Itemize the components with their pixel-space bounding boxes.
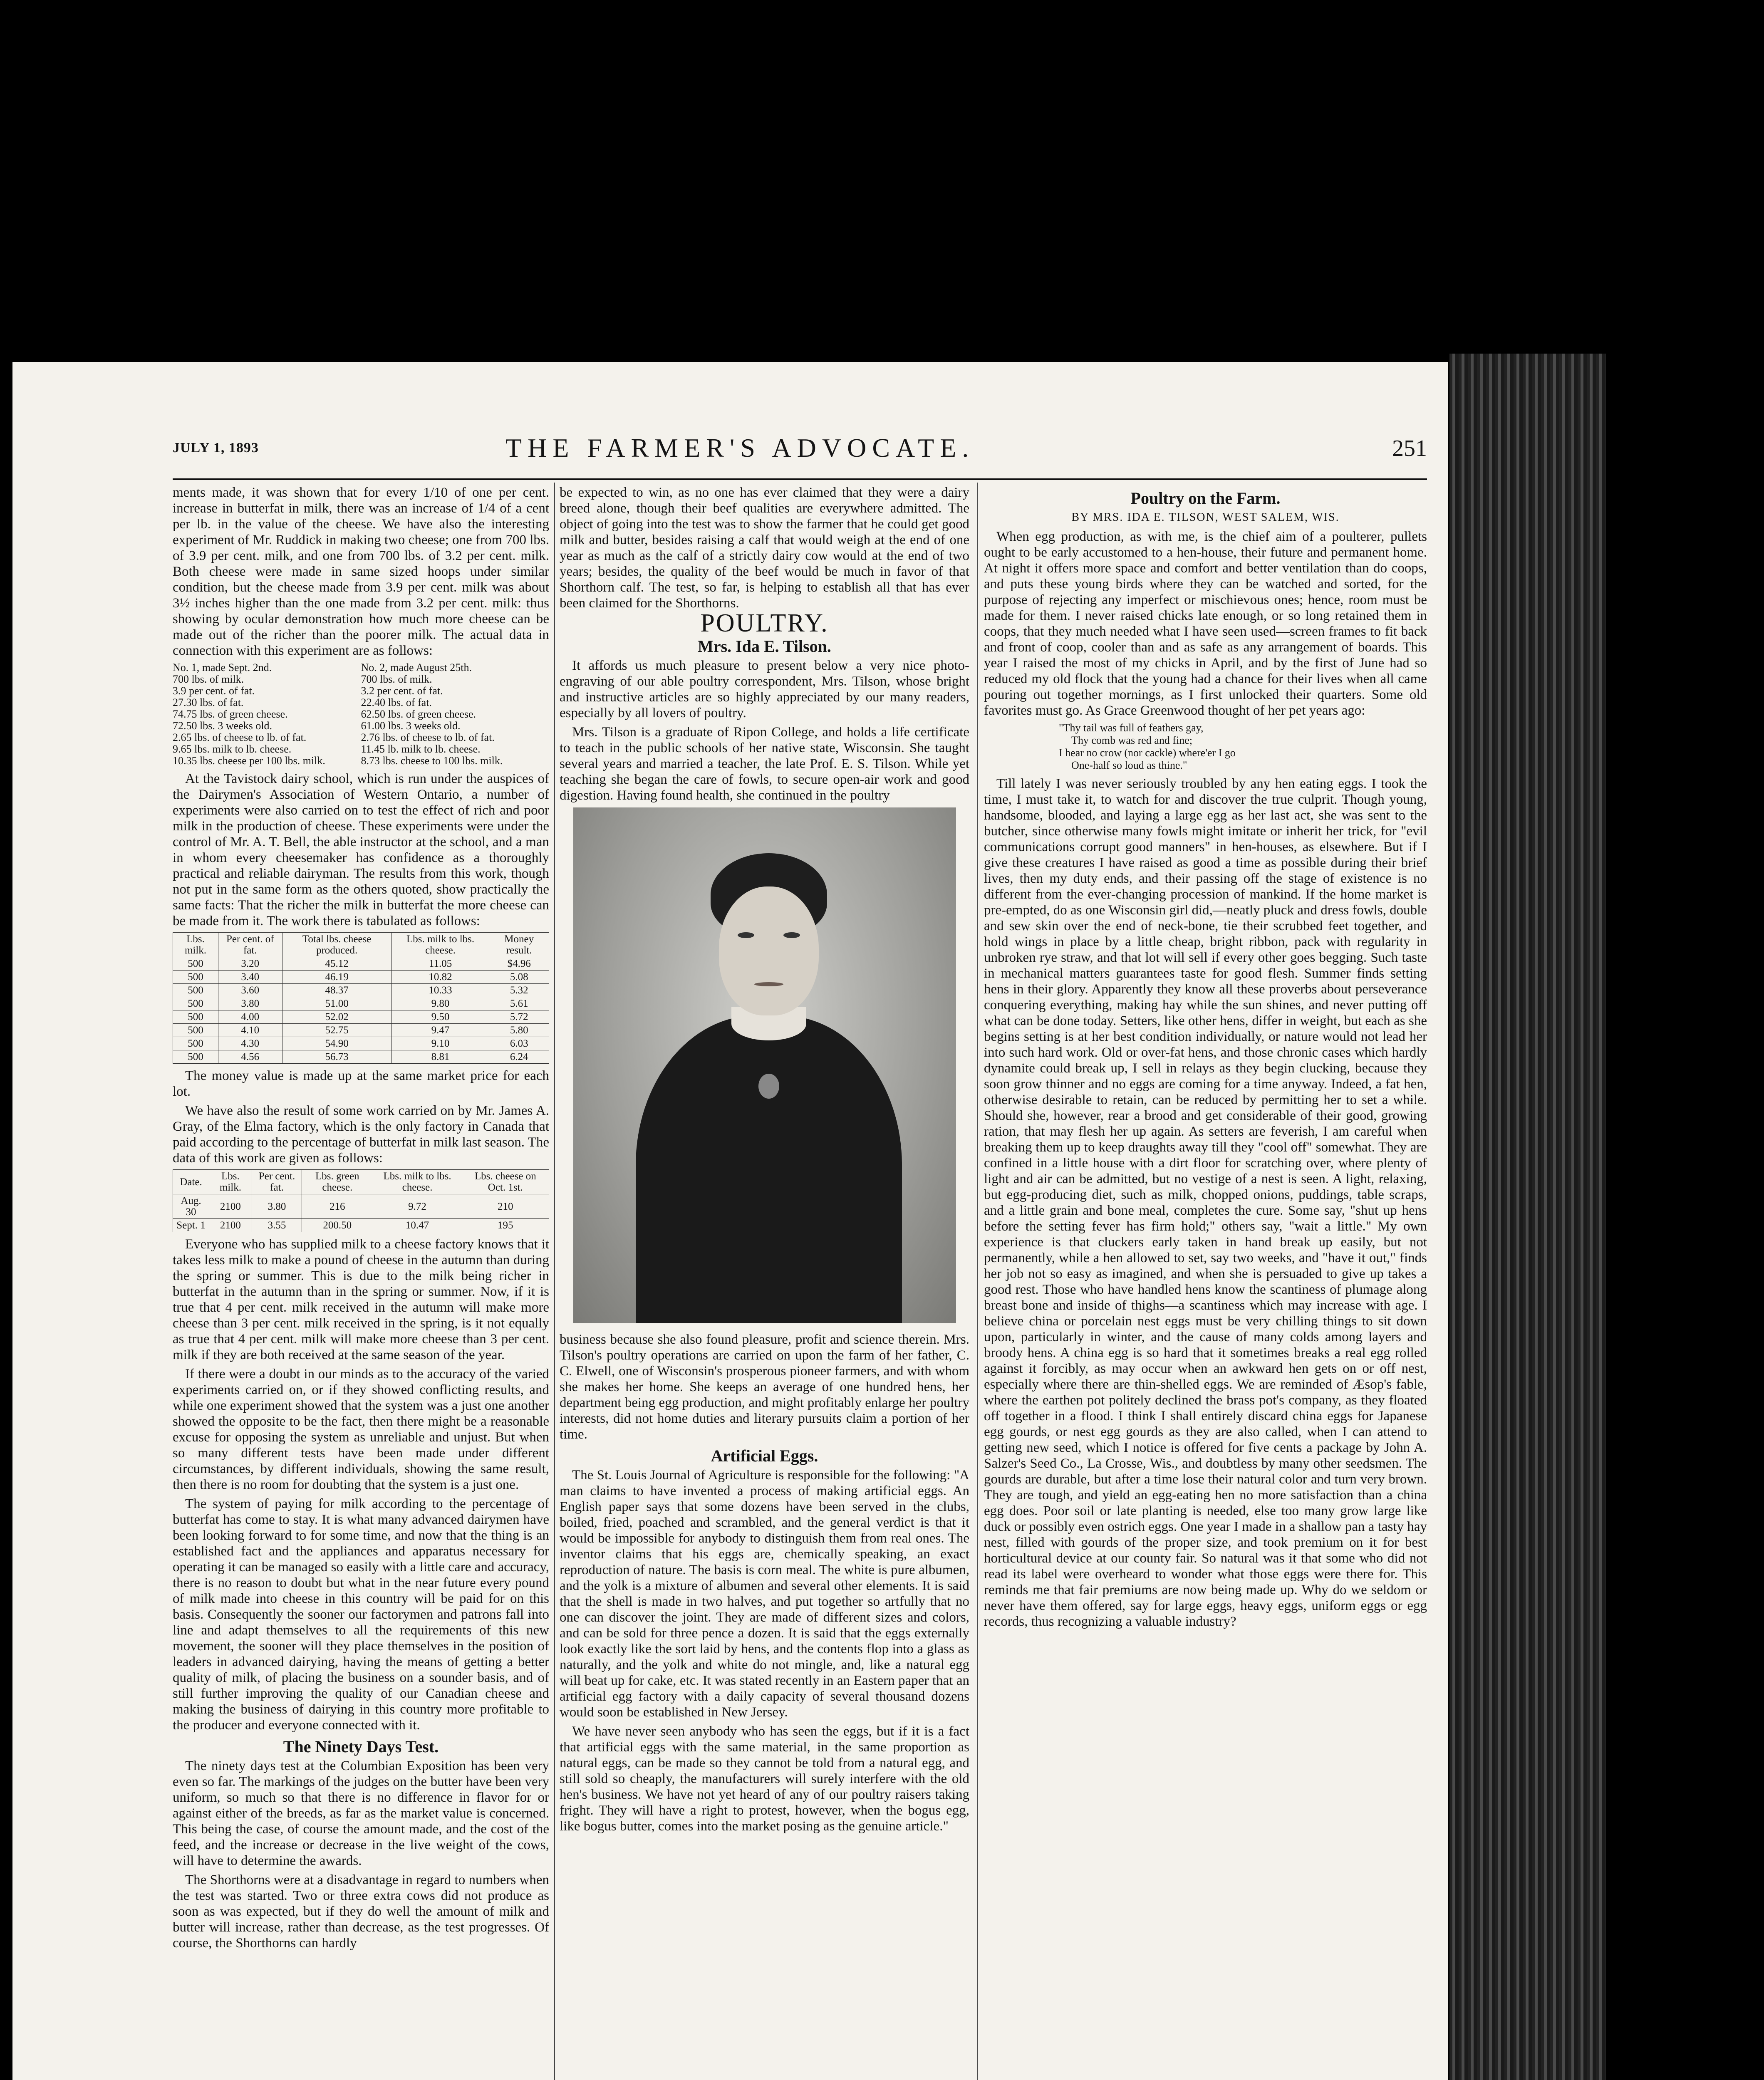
exp-cell: 11.45 lb. milk to lb. cheese. bbox=[361, 743, 481, 755]
table-cell: 5.08 bbox=[489, 971, 549, 984]
table-cell: 4.30 bbox=[218, 1037, 282, 1050]
elma-table bbox=[173, 1169, 549, 1232]
table-cell: 48.37 bbox=[282, 984, 391, 997]
table-header-cell: Lbs. milk to lbs. cheese. bbox=[373, 1170, 462, 1194]
table-cell: 6.24 bbox=[489, 1050, 549, 1064]
paragraph: At the Tavistock dairy school, which is run under the auspices of the Dairymen's Association of Western Ontario, a number of experiments were also carried on to test the effect of rich and poor milk in the production of cheese. These experiments were under the control of Mr. A. T. Bell, the able instructor at the school, and a man in whom every cheesemaker has confidence as a thoroughly practical and reliable dairyman. The results from this work, though not put in the same form as the others quoted, show practically the same facts: That the richer the milk in butterfat the more cheese can be made from it. The work there is tabulated as follows: bbox=[173, 771, 549, 929]
page-number: 251 bbox=[1392, 436, 1427, 461]
table-cell: 500 bbox=[173, 1024, 218, 1037]
heading-mrs-tilson: Mrs. Ida E. Tilson. bbox=[698, 637, 831, 656]
table-cell: 3.60 bbox=[218, 984, 282, 997]
table-cell: 11.05 bbox=[391, 957, 489, 971]
table-row bbox=[173, 957, 549, 971]
scan-frame-right bbox=[1606, 0, 1764, 2080]
table-cell: 8.81 bbox=[391, 1050, 489, 1064]
table-cell: 51.00 bbox=[282, 997, 391, 1010]
experiment-row bbox=[173, 708, 549, 720]
paragraph: If there were a doubt in our minds as to the accuracy of the varied experiments carried on, or if they showed conflicting results, and while one experiment showed that the system was a just one another showed the opposite to be the fact, then there might be a reasonable excuse for opposing the system as unreliable and unjust. But when so many different tests have been made under different circumstances, by different individuals, showing the same result, then there is no room for doubting that the system is a just one. bbox=[173, 1367, 549, 1492]
table-cell: 500 bbox=[173, 984, 218, 997]
table-cell: 2100 bbox=[209, 1219, 252, 1232]
experiment-row bbox=[173, 732, 549, 743]
table-header-cell: Lbs. milk to lbs. cheese. bbox=[391, 933, 489, 957]
table-row bbox=[173, 997, 549, 1010]
poem-line: Thy comb was red and fine; bbox=[1071, 734, 1192, 746]
table-cell: 4.00 bbox=[218, 1010, 282, 1024]
paragraph: business because she also found pleasure, profit and science therein. Mrs. Tilson's poultry operations are carried on upon the farm of her father, C. C. Elwell, one of Wisconsin's prosperous pioneer farmers, and with whom she makes her home. She keeps an average of one hundred hens, her department being egg production, and might profitably enlarge her poultry interests, did not home duties and literary pursuits claim a portion of her time. bbox=[560, 1332, 969, 1442]
table-cell: 54.90 bbox=[282, 1037, 391, 1050]
table-cell: 3.20 bbox=[218, 957, 282, 971]
table-cell: 10.47 bbox=[373, 1219, 462, 1232]
poem-quote bbox=[984, 722, 1427, 772]
experiment-data bbox=[173, 662, 549, 767]
table-row bbox=[173, 1024, 549, 1037]
exp-cell: 74.75 lbs. of green cheese. bbox=[173, 708, 288, 720]
paragraph: be expected to win, as no one has ever claimed that they were a dairy breed alone, though their beef qualities are everywhere admitted. The object of going into the test was to show the farmer that he could get good milk and butter, besides raising a calf that would weigh at the end of one year as much as the calf of a strictly dairy cow would at the end of two years; besides, the quality of the beef would be much in favor of that Shorthorn calf. The test, so far, is helping to establish all that has ever been claimed for the Shorthorns. bbox=[560, 485, 969, 611]
tavistock-table bbox=[173, 932, 549, 1064]
book-binding-edge bbox=[1448, 354, 1608, 2080]
experiment-row bbox=[173, 743, 549, 755]
table-cell: 9.72 bbox=[373, 1194, 462, 1219]
heading-artificial-eggs: Artificial Eggs. bbox=[711, 1446, 818, 1465]
table-cell: Sept. 1 bbox=[173, 1219, 209, 1232]
table-cell: 45.12 bbox=[282, 957, 391, 971]
portrait-brooch bbox=[758, 1074, 779, 1099]
table-row bbox=[173, 1010, 549, 1024]
table-cell: 3.55 bbox=[252, 1219, 302, 1232]
table-cell: 10.82 bbox=[391, 971, 489, 984]
paragraph: The money value is made up at the same market price for each lot. bbox=[173, 1068, 549, 1099]
table-cell: 4.56 bbox=[218, 1050, 282, 1064]
table-cell: 216 bbox=[302, 1194, 373, 1219]
portrait-photo bbox=[573, 807, 956, 1323]
table-cell: 10.33 bbox=[391, 984, 489, 997]
table-cell: 3.80 bbox=[218, 997, 282, 1010]
table-cell: 5.61 bbox=[489, 997, 549, 1010]
table-cell: 210 bbox=[462, 1194, 549, 1219]
table-row bbox=[173, 1219, 549, 1232]
table-cell: 4.10 bbox=[218, 1024, 282, 1037]
portrait-face bbox=[719, 886, 819, 1015]
table-cell: 9.10 bbox=[391, 1037, 489, 1050]
table-row bbox=[173, 984, 549, 997]
exp-cell: 8.73 lbs. cheese to 100 lbs. milk. bbox=[361, 755, 503, 767]
experiment-row bbox=[173, 674, 549, 685]
table-cell: 200.50 bbox=[302, 1219, 373, 1232]
table-cell: 500 bbox=[173, 1037, 218, 1050]
byline: BY MRS. IDA E. TILSON, WEST SALEM, WIS. bbox=[1071, 511, 1340, 524]
table-cell: 5.72 bbox=[489, 1010, 549, 1024]
exp-cell: 22.40 lbs. of fat. bbox=[361, 696, 432, 708]
exp-cell: 61.00 lbs. 3 weeks old. bbox=[361, 720, 461, 732]
table-header-cell: Date. bbox=[173, 1170, 209, 1194]
portrait-mouth bbox=[754, 982, 783, 986]
paragraph: Till lately I was never seriously troubled by any hen eating eggs. I took the time, I must take it, to watch for and discover the true culprit. Though young, handsome, blooded, and laying a large egg as her last act, she was sent to the butcher, since otherwise many fowls might imitate or inherit her trick, for "evil communications corrupt good manners" in hen-houses, as elsewhere. But if I give these creatures I have raised as good a time as possible during their brief lives, then my duty ends, and their passing off the stage of existence is no different from the ever-changing procession of mankind. If the home market is pre-empted, do as one Wisconsin girl did,—neatly pluck and dress fowls, double and sew skin over the end of neck-bone, tie their scrubbed feet together, and hold wings in place by a little cheap, bright ribbon, pack with regularity in unbroken rye straw, and that lot will sell if every other goes begging. Such taste in mechanical matters guarantees taste for good flesh. Summer finds setting hens in their glory. Apparently they know all these proverbs about perseverance conquering everything, making hay while the sun shines, and never putting off what can be done today. Setters, like other hens, differ in weight, but each as she begins setting is at her best condition individually, or nature would not lead her into such hard work. Old or over-fat hens, and those chronic cases which hardly dynamite could break up, I sell in relays as they begin clucking, because they soon grow thinner and no eggs are coming for a time anyway. Indeed, a fat hen, otherwise desirable to retain, can be reduced by permitting her to set a while. Should she, however, rear a brood and get considerable of their good, growing ration, that may flesh her up again. As setters are feverish, I am careful when breaking them up to keep draughts away till they "cool off" somewhat. They are confined in a little house with a dirt floor for scratching over, where plenty of light and air can be admitted, but no vestige of a nest is seen. A light, relaxing, but egg-producing diet, such as milk, chopped onions, puddings, table scraps, and a little grain and bone meal, completes the cure. Some say, "shut up hens before the setting fever has firm hold;" others say, "wait a little." My own experience is that cluckers early taken in hand break up easily, but not permanently, while a hen allowed to set, say two weeks, and "have it out," finds her job not so easy as imagined, and when she is persuaded to give up takes a good rest. Those who have handled hens know the scantiness of plumage along breast bone and inside of thighs—a scantiness which may increase with age. I believe china or porcelain nest eggs must be very chilling things to sit down upon, particularly in winter, and the cause of many colds among layers and broody hens. A china egg is so hard that it sometimes breaks a real egg rolled against it forcibly, as may occur when an awkward hen gets on or off nest, especially where there are thin-shelled eggs. We are reminded of Æsop's fable, where the earthen pot politely declined the brass pot's company, as they floated off together in a flood. I think I shall entirely discard china eggs for Japanese egg gourds, or nest egg gourds as they are also called, when I can attend to getting new seed, which I notice is offered for five cents a package by John A. Salzer's Seed Co., La Crosse, Wis., and doubtless by many other seedsmen. The gourds are durable, but after a time lose their natural color and turn very brown. They are tough, and yield an egg-eating hen no more satisfaction than a china egg does. Poor soil or late planting is needed, else too many grow large like duck or possibly even ostrich eggs. One year I made in a shallow pan a tasty hay nest, filled with gourds of the proper size, and took premium on it for best horticultural device at our county fair. So natural was it that some who did not read its label were overheard to wonder what those eggs were there for. This reminds me that fair premiums are now being made up. Why do we seldom or never have them offered, say for large eggs, heavy eggs, uniform eggs or egg records, thus recognizing a valuable industry? bbox=[984, 776, 1427, 1629]
table-row bbox=[173, 971, 549, 984]
torn-top-edge bbox=[12, 324, 1606, 362]
table-header-cell: Lbs. milk. bbox=[209, 1170, 252, 1194]
paragraph: Mrs. Tilson is a graduate of Ripon College, and holds a life certificate to teach in the public schools of her native state, Wisconsin. She taught several years and married a teacher, the late Prof. E. S. Tilson. While yet teaching she began the care of fowls, to secure open-air work and good digestion. Having found health, she continued in the poultry bbox=[560, 725, 969, 803]
experiment-row bbox=[173, 720, 549, 732]
heading-poultry-on-the-farm: Poultry on the Farm. bbox=[1130, 489, 1281, 508]
table-row bbox=[173, 1194, 549, 1219]
issue-date: JULY 1, 1893 bbox=[173, 440, 259, 456]
exp-cell: 72.50 lbs. 3 weeks old. bbox=[173, 720, 273, 732]
poem-line: "Thy tail was full of feathers gay, bbox=[1059, 722, 1204, 734]
table-cell: 500 bbox=[173, 957, 218, 971]
experiment-row bbox=[173, 755, 549, 767]
table-cell: 500 bbox=[173, 1010, 218, 1024]
table-cell: 3.80 bbox=[252, 1194, 302, 1219]
paragraph: When egg production, as with me, is the chief aim of a poulterer, pullets ought to be early accustomed to a hen-house, their future and permanent home. At night it offers more space and comfort and better ventilation than do coops, and puts these young birds where they can be watched and sorted, for the purpose of rejecting any imperfect or mischievous ones; hence, room must be made for them. I never raised chicks late enough, or so long retained them in coops, that they much needed what I have seen used—screen frames to fit back and front of coop, cooler than and as safe as any arrangement of boards. This year I raised the most of my chicks in April, and by the first of June had so reduced my old flock that the young had a chance for their lives when all came pouring out together mornings, as I first unlocked their quarters. Some old favorites must go. As Grace Greenwood thought of her pet years ago: bbox=[984, 529, 1427, 718]
header-rule bbox=[173, 478, 1427, 480]
exp-cell: 2.65 lbs. of cheese to lb. of fat. bbox=[173, 731, 307, 743]
poem-line: I hear no crow (nor cackle) where'er I go bbox=[1059, 747, 1236, 759]
paragraph: We have never seen anybody who has seen the eggs, but if it is a fact that artificial eggs with the same material, in the same proportion as natural eggs, can be made so they cannot be told from a natural egg, and still sold so cheaply, the manufacturers will surely interfere with the old hen's business. We have not yet heard of any of our poultry raisers taking fright. They will have a right to protest, however, when the bogus egg, like bogus butter, comes into the market posing as the genuine article." bbox=[560, 1724, 969, 1834]
table-cell: 500 bbox=[173, 997, 218, 1010]
table-cell: 2100 bbox=[209, 1194, 252, 1219]
exp-cell: 62.50 lbs. of green cheese. bbox=[361, 708, 476, 720]
paragraph: ments made, it was shown that for every 1/10 of one per cent. increase in butterfat in milk, there was an increase of 1/4 of a cent per lb. in the value of the cheese. We have also the interesting experiment of Mr. Ruddick in making two cheese; one from 700 lbs. of 3.9 per cent. milk, and one from 700 lbs. of 3.2 per cent. milk. Both cheese were made in same sized hoops under similar condition, but the cheese made from 3.9 per cent. milk was about 3½ inches higher than the one made from 3.2 per cent. milk: thus showing by ocular demonstration how much more cheese can be made out of the richer than the poorer milk. The actual data in connection with this experiment are as follows: bbox=[173, 485, 549, 658]
exp-cell: 700 lbs. of milk. bbox=[173, 673, 244, 685]
experiment-row bbox=[173, 685, 549, 697]
table-cell: 52.02 bbox=[282, 1010, 391, 1024]
poem-line: One-half so loud as thine." bbox=[1071, 759, 1187, 771]
column-1 bbox=[173, 485, 549, 1954]
heading-ninety-days-test: The Ninety Days Test. bbox=[283, 1737, 439, 1756]
experiment-1-heading: No. 1, made Sept. 2nd. bbox=[173, 661, 272, 674]
table-cell: $4.96 bbox=[489, 957, 549, 971]
table-header-cell: Per cent. fat. bbox=[252, 1170, 302, 1194]
table-cell: 5.32 bbox=[489, 984, 549, 997]
table-cell: 5.80 bbox=[489, 1024, 549, 1037]
table-row bbox=[173, 1050, 549, 1064]
paragraph: The St. Louis Journal of Agriculture is responsible for the following: "A man claims to have invented a process of making artificial eggs. An English paper says that some dozens have been served in the clubs, boiled, fried, poached and scrambled, and the general verdict is that it would be impossible for anybody to distinguish them from real ones. The inventor claims that his eggs are, chemically speaking, an exact reproduction of nature. The basis is corn meal. The white is pure albumen, and the yolk is a mixture of albumen and several other elements. It is said that the shell is made in two halves, and put together so artfully that no one can discover the joint. They are made of different sizes and colors, and can be sold for three pence a dozen. It is said that the eggs externally look exactly like the sort laid by hens, and the contents flop into a glass as naturally, and the yolk and white do not mingle, and, like a natural egg will beat up for cake, etc. It was stated recently in an Eastern paper that an artificial egg factory with a daily capacity of several thousand dozens would soon be established in New Jersey. bbox=[560, 1468, 969, 1720]
table-cell: 46.19 bbox=[282, 971, 391, 984]
exp-cell: 9.65 lbs. milk to lb. cheese. bbox=[173, 743, 292, 755]
paragraph: The Shorthorns were at a disadvantage in regard to numbers when the test was started. Two or three extra cows did not produce as soon as was expected, but if they do well the amount of milk and butter will increase, rather than decrease, as the test progresses. Of course, the Shorthorns can hardly bbox=[173, 1872, 549, 1951]
exp-cell: 27.30 lbs. of fat. bbox=[173, 696, 244, 708]
table-header-row bbox=[173, 1170, 549, 1194]
table-cell: 9.80 bbox=[391, 997, 489, 1010]
paragraph: It affords us much pleasure to present below a very nice photo-engraving of our able poultry correspondent, Mrs. Tilson, whose bright and instructive articles are so highly appreciated by our many readers, especially by all lovers of poultry. bbox=[560, 658, 969, 721]
table-cell: 195 bbox=[462, 1219, 549, 1232]
exp-cell: 2.76 lbs. of cheese to lb. of fat. bbox=[361, 731, 495, 743]
paragraph: The system of paying for milk according to the percentage of butterfat has come to stay. It is what many advanced dairymen have been looking forward to for some time, and now that the thing is an established fact and the appliances and apparatus necessary for operating it can be managed so easily with a little care and accuracy, there is no reason to doubt but what in the near future every pound of milk made into cheese in this country will be paid for on this basis. Consequently the sooner our factorymen and patrons fall into line and adapt themselves to all the requirements of this new movement, the sooner will they place themselves in the position of leaders in advanced dairying, having the means of getting a better quality of milk, of placing the business on a sounder basis, and of still further improving the quality of our Canadian cheese and making the business of dairying in this country more profitable to the producer and everyone connected with it. bbox=[173, 1496, 549, 1733]
exp-cell: 10.35 lbs. cheese per 100 lbs. milk. bbox=[173, 755, 325, 767]
column-divider bbox=[554, 483, 555, 2080]
paragraph: We have also the result of some work carried on by Mr. James A. Gray, of the Elma factory, which is the only factory in Canada that paid according to the percentage of butterfat in milk last season. The data of this work are given as follows: bbox=[173, 1103, 549, 1166]
portrait-dress bbox=[636, 1015, 902, 1323]
portrait-eye bbox=[738, 932, 754, 938]
table-cell: 3.40 bbox=[218, 971, 282, 984]
table-cell: 9.47 bbox=[391, 1024, 489, 1037]
experiment-2-heading: No. 2, made August 25th. bbox=[361, 661, 472, 674]
exp-cell: 700 lbs. of milk. bbox=[361, 673, 432, 685]
section-heading-poultry: POULTRY. bbox=[700, 609, 829, 637]
table-cell: 56.73 bbox=[282, 1050, 391, 1064]
column-2 bbox=[560, 485, 969, 1837]
table-cell: 6.03 bbox=[489, 1037, 549, 1050]
table-header-cell: Money result. bbox=[489, 933, 549, 957]
table-cell: 500 bbox=[173, 971, 218, 984]
table-header-cell: Lbs. cheese on Oct. 1st. bbox=[462, 1170, 549, 1194]
table-row bbox=[173, 1037, 549, 1050]
page-header bbox=[173, 433, 1427, 474]
table-header-cell: Lbs. milk. bbox=[173, 933, 218, 957]
table-header-row bbox=[173, 933, 549, 957]
masthead-title: THE FARMER'S ADVOCATE. bbox=[505, 433, 975, 463]
table-cell: 9.50 bbox=[391, 1010, 489, 1024]
table-cell: 500 bbox=[173, 1050, 218, 1064]
column-3 bbox=[984, 485, 1427, 1633]
exp-cell: 3.2 per cent. of fat. bbox=[361, 685, 443, 697]
table-cell: Aug. 30 bbox=[173, 1194, 209, 1219]
column-divider bbox=[977, 483, 978, 2080]
table-header-cell: Per cent. of fat. bbox=[218, 933, 282, 957]
experiment-row bbox=[173, 697, 549, 708]
exp-cell: 3.9 per cent. of fat. bbox=[173, 685, 255, 697]
table-cell: 52.75 bbox=[282, 1024, 391, 1037]
table-header-cell: Lbs. green cheese. bbox=[302, 1170, 373, 1194]
paragraph: Everyone who has supplied milk to a cheese factory knows that it takes less milk to make a pound of cheese in the autumn than during the spring or summer. This is due to the milk being richer in butterfat in the autumn than in the spring or summer. Now, if it is true that 4 per cent. milk received in the autumn will make more cheese than 3 per cent. milk received in the spring, is it not equally as true that 4 per cent. milk will make more cheese than 3 per cent. milk if they are both received at the same season of the year. bbox=[173, 1237, 549, 1362]
table-header-cell: Total lbs. cheese produced. bbox=[282, 933, 391, 957]
portrait-eye bbox=[783, 932, 800, 938]
paragraph: The ninety days test at the Columbian Exposition has been very even so far. The markings of the judges on the butter have been very uniform, so much so that there is no difference in flavor for or against either of the breeds, as far as the market value is concerned. This being the case, of course the amount made, and the cost of the feed, and the increase or decrease in the live weight of the cows, will have to determine the awards. bbox=[173, 1758, 549, 1868]
